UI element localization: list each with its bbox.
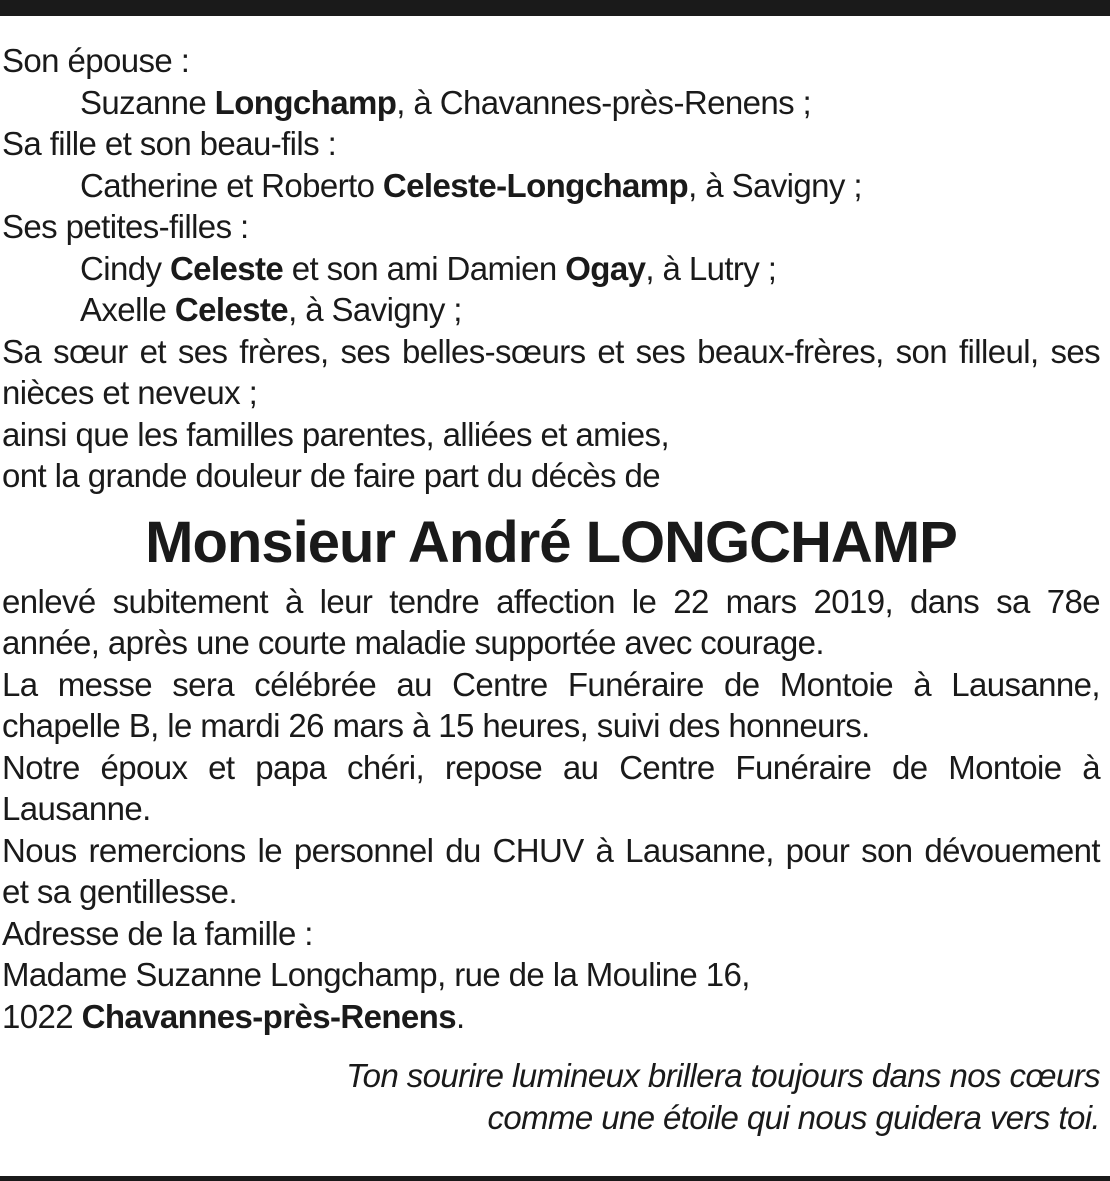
spouse-first-name: Suzanne (80, 83, 215, 121)
spouse-last-name: Longchamp (214, 83, 397, 121)
gd2-last-name: Celeste (174, 291, 289, 328)
quote-line-1: Ton sourire lumineux brillera toujours dans nos cœurs (346, 1057, 1100, 1094)
gd2-place: , à Savigny ; (288, 291, 462, 328)
relatives-line: ainsi que les familles parentes, alliées et amies, (2, 415, 670, 453)
death-paragraph: enlevé subitement à leur tendre affection le 22 mars 2019, dans sa 78e année, après une courte maladie supportée avec courage. (2, 582, 1100, 661)
gd1-first-name: Cindy (80, 249, 170, 287)
daughter-label: Sa fille et son beau-fils : (2, 125, 337, 162)
gd1-mid: et son ami Damien (283, 249, 566, 287)
announcement-line: ont la grande douleur de faire part du décès de (2, 457, 660, 494)
address-line-1: Madame Suzanne Longchamp, rue de la Mouline 16, (2, 956, 750, 993)
rest-paragraph: Notre époux et papa chéri, repose au Centre Funéraire de Montoie à Lausanne. (2, 748, 1100, 827)
granddaughter-1-line (2, 248, 1100, 290)
spouse-place: , à Chavannes-près-Renens ; (396, 83, 812, 121)
siblings-paragraph: Sa sœur et ses frères, ses belles-sœurs et ses beaux-frères, son filleul, ses nièces et neveux ; (2, 332, 1100, 411)
daughter-line (2, 165, 1100, 207)
quote-line-2: comme une étoile qui nous guidera vers toi. (487, 1098, 1100, 1136)
address-end: . (455, 997, 465, 1035)
spouse-line (2, 82, 1100, 124)
thanks-paragraph: Nous remercions le personnel du CHUV à Lausanne, pour son dévouement et sa gentillesse. (2, 831, 1100, 910)
address-label: Adresse de la famille : (2, 914, 313, 952)
granddaughter-2-line (2, 289, 1100, 331)
obituary-notice (2, 40, 1100, 1138)
gd1-last-name: Celeste (169, 249, 284, 287)
address-postcode: 1022 (2, 997, 82, 1035)
mass-paragraph: La messe sera célébrée au Centre Funéraire de Montoie à Lausanne, chapelle B, le mardi 26 mars à 15 heures, suivi des honneurs. (2, 665, 1100, 744)
granddaughters-label: Ses petites-filles : (2, 208, 249, 245)
gd1-place: , à Lutry ; (645, 249, 777, 287)
closing-quote (2, 1055, 1100, 1138)
daughter-last-name: Celeste-Longchamp (382, 166, 689, 204)
top-rule (0, 0, 1110, 16)
bottom-rule (0, 1176, 1110, 1181)
gd2-first-name: Axelle (80, 291, 175, 328)
deceased-name: Monsieur André LONGCHAMP (145, 509, 957, 575)
daughter-first-names: Catherine et Roberto (80, 166, 383, 204)
spouse-label: Son épouse : (2, 42, 190, 79)
address-city: Chavannes-près-Renens (81, 997, 456, 1035)
gd1-partner-last-name: Ogay (565, 249, 646, 287)
address-line-2 (2, 996, 1100, 1038)
daughter-place: , à Savigny ; (688, 166, 862, 204)
